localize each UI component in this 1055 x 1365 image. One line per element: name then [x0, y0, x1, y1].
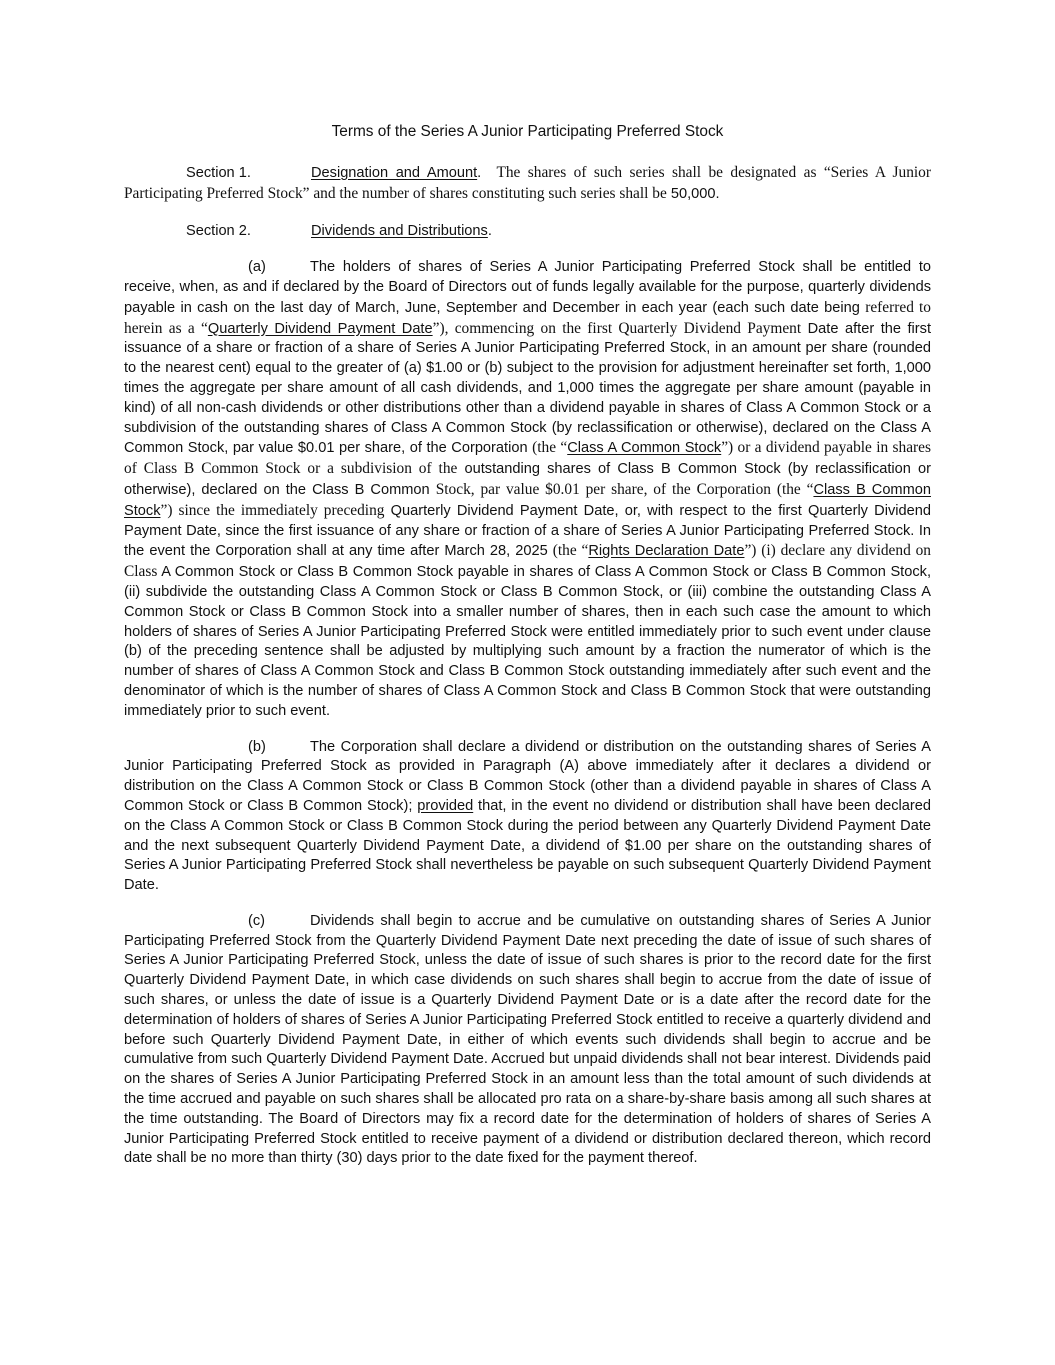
- paragraph-a-text-4: Date after the first issuance of a share or fraction of a share of Series A Junior Participating Preferred Stock, in an amount per share (rounded to the nearest cent) equal to the greater of (a) $1.00 or (b) subject to the provision for adjustment hereinafter set forth, 1,000 times the aggregate per share amount of all cash dividends, and 1,000 times the aggregate per share amount (payable in kind) of all non-cash dividends or other distributions other than a dividend payable in shares of Class A Common Stock or a subdivision of the outstanding shares of Class A Common Stock (by reclassification or otherwise), declared on the Class A Common Stock, par value $0.01 per share, of the Corporation: [124, 320, 931, 457]
- paragraph-b-text-1: The Corporation shall declare a dividend or distribution on the outstanding shares of Series A Junior Participating Preferred Stock as provided in Paragraph (A) above immediately after it declares a dividend or distribution on the Class A Common Stock or Class B Common Stock (other than a dividend payable in shares of Class A Common Stock or Class B Common Stock);: [124, 738, 931, 814]
- paragraph-a: [124, 258, 931, 721]
- paragraph-c-text: Dividends shall begin to accrue and be cumulative on outstanding shares of Series A Junior Participating Preferred Stock from the Quarterly Dividend Payment Date next preceding the date of issue of such shares of Series A Junior Participating Preferred Stock, unless the date of issue of such shares is prior to the record date for the first Quarterly Dividend Payment Date, in which case dividends on such shares shall begin to accrue from the date of issue of such shares, or unless the date of issue is a Quarterly Dividend Payment Date or is a date after the record date for the determination of holders of shares of Series A Junior Participating Preferred Stock entitled to receive a quarterly dividend and before such Quarterly Dividend Payment Date, in either of which events such dividends shall begin to accrue and be cumulative from such Quarterly Dividend Payment Date. Accrued but unpaid dividends shall not bear interest. Dividends paid on the shares of Series A Junior Participating Preferred Stock in an amount less than the total amount of such dividends at the time accrued and payable on such shares shall be allocated pro rata on a share-by-share basis among all such shares at the time outstanding. The Board of Directors may fix a record date for the determination of holders of shares of Series A Junior Participating Preferred Stock entitled to receive payment of a dividend or distribution declared thereon, which record date shall be no more than thirty (30) days prior to the date fixed for the payment thereof.: [124, 912, 931, 1167]
- paragraph-a-text-12: ”) (i) declare any dividend on Class: [124, 542, 931, 581]
- paragraph-a-text-5: (the “: [532, 439, 568, 457]
- section-1-heading-end: .: [477, 164, 482, 181]
- section-1-amount: 50,000.: [670, 185, 720, 202]
- section-1-heading: Designation and Amount: [311, 164, 478, 181]
- section-2-number: Section 2.: [186, 223, 251, 240]
- paragraph-a-text-3: ”), commencing on the first Quarterly Dividend Payment: [432, 319, 802, 337]
- paragraph-b-text-2: that, in the event no dividend or distribution shall have been declared on the Class A Common Stock or Class B Common Stock during the period between any Quarterly Dividend Payment Date and the next subsequent Quarterly Dividend Payment Date, a dividend of $1.00 per share on the outstanding shares of Series A Junior Participating Preferred Stock shall nevertheless be payable on such subsequent Quarterly Dividend Payment Date.: [124, 797, 931, 894]
- paragraph-a-text-2: referred to herein as a “: [124, 298, 931, 337]
- section-2-heading: Dividends and Distributions: [311, 223, 488, 240]
- section-2: [124, 222, 931, 242]
- paragraph-a-text-7: outstanding shares of Class B Common Stock (by reclassification or otherwise), declared on the Class B Common: [124, 461, 931, 498]
- paragraph-b-provided: provided: [417, 797, 474, 814]
- paragraph-b-label: (b): [248, 738, 266, 755]
- section-1: [124, 163, 931, 205]
- paragraph-a-label: (a): [248, 259, 266, 276]
- section-1-number: Section 1.: [186, 164, 251, 181]
- paragraph-a-text-9: ”) since the immediately preceding: [160, 501, 385, 519]
- document-page: [124, 122, 931, 1185]
- defined-term-class-b-common-stock: Class B Common Stock: [124, 481, 931, 519]
- paragraph-c: [124, 912, 931, 1169]
- defined-term-quarterly-dividend-payment-date: Quarterly Dividend Payment Date: [207, 320, 433, 337]
- paragraph-a-text-11: (the “: [552, 542, 589, 560]
- paragraph-a-text-1: The holders of shares of Series A Junior Participating Preferred Stock shall be entitled to receive, when, as and if declared by the Board of Directors out of funds legally available for the purpose, quarterly dividends payable in cash on the last day of March, June, September and December in each year (each such date being: [124, 259, 931, 316]
- paragraph-a-text-13: A Common Stock or Class B Common Stock payable in shares of Class A Common Stock or Class B Common Stock, (ii) subdivide the outstanding Class A Common Stock or Class B Common Stock, or (iii) combine the outstanding Class A Common Stock or Class B Common Stock into a smaller number of shares, then in each such case the amount to which holders of shares of Series A Junior Participating Preferred Stock were entitled immediately prior to such event under clause (b) of the preceding sentence shall be adjusted by multiplying such amount by a fraction the numerator of which is the number of shares of Class A Common Stock and Class B Common Stock outstanding immediately after such event and the denominator of which is the number of shares of Class A Common Stock and Class B Common Stock that were outstanding immediately prior to such event.: [124, 564, 931, 719]
- paragraph-b: [124, 738, 931, 896]
- paragraph-a-text-8: Stock, par value $0.01 per share, of the Corporation (the “: [435, 480, 814, 498]
- paragraph-a-text-10: Quarterly Dividend Payment Date, or, with respect to the first Quarterly Dividend Payment Date, since the first issuance of any share or fraction of a share of Series A Junior Participating Preferred Stock. In the event the Corporation shall at any time after March 28, 2025: [124, 502, 931, 560]
- section-1-text: The shares of such series shall be designated as “Series A Junior Participating Preferred Stock” and the number of shares constituting such series shall be: [124, 163, 931, 202]
- defined-term-class-a-common-stock: Class A Common Stock: [567, 440, 722, 457]
- document-title: Terms of the Series A Junior Participating Preferred Stock: [331, 123, 724, 140]
- paragraph-c-label: (c): [248, 912, 266, 929]
- defined-term-rights-declaration-date: Rights Declaration Date: [588, 543, 745, 560]
- section-2-heading-end: .: [487, 223, 492, 240]
- paragraph-a-text-6: ”) or a dividend payable in shares of Class B Common Stock or a subdivision of the: [124, 439, 932, 478]
